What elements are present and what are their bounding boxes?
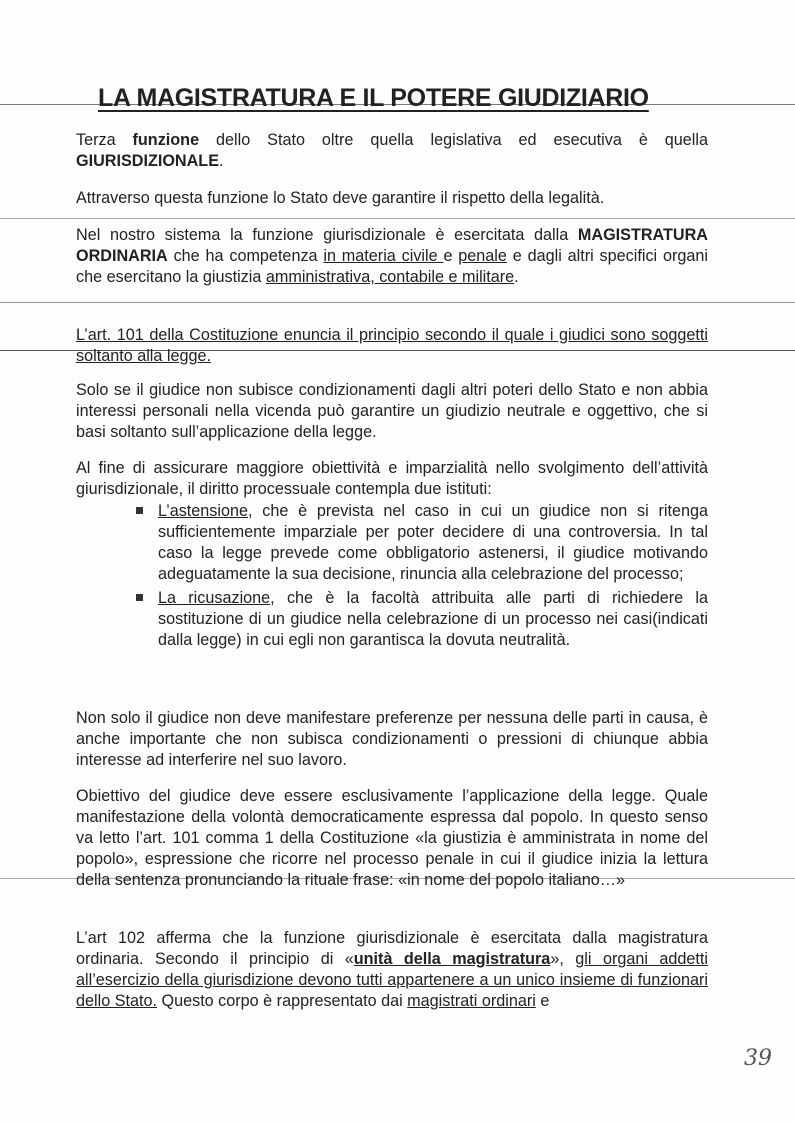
text-span: , che è la facoltà attribuita alle parti di richiedere la sostituzione di un giudice nella celebrazione di un processo nei casi(indicati dalla legge) in cui egli non garantisca la dovuta neutralità. [158,589,708,649]
square-bullet-icon [136,594,143,601]
text-span: . [514,268,519,286]
paragraph-5: Solo se il giudice non subisce condizionamenti dagli altri poteri dello Stato e non abbia interessi personali nella vicenda può garantire un giudizio neutrale e oggettivo, che si basi soltanto sull’applicazione della legge. [76,381,708,441]
text-span: Nel nostro sistema la funzione giurisdizionale è esercitata dalla [76,226,578,244]
paragraph-1 [76,130,708,172]
underlined-text: magistrati ordinari [407,992,536,1010]
page-number: 39 [744,1046,772,1071]
underlined-text: gli organi addetti all’esercizio della giurisdizione devono tutti appartenere a un unico insieme di funzionari dello Stato. [76,950,709,1010]
list-item [136,501,708,585]
bold-term: funzione [132,131,200,149]
paragraph-6: Al fine di assicurare maggiore obiettività e imparzialità nello svolgimento dell’attività giurisdizionale, il diritto processuale contempla due istituti: [76,459,708,498]
text-span: , che è prevista nel caso in cui un giudice non si ritenga sufficientemente imparziale per poter decidere di una controversia. In tal caso la legge prevede come obbligatorio astenersi, il giudice motivando adeguatamente la sua decisione, rinuncia alla celebrazione del processo; [158,502,708,583]
paragraph-7: Non solo il giudice non deve manifestare preferenze per nessuna delle parti in causa, è anche importante che non subisca condizionamenti o pressioni di chiunque abbia interesse ad interferire nel suo lavoro. [76,709,708,769]
text-span: », [550,950,576,968]
text-span: Terza [76,131,133,149]
square-bullet-icon [136,507,143,514]
underlined-text: L’astensione [158,502,249,520]
text-span: e [535,992,550,1010]
underlined-text: La ricusazione [158,589,271,607]
text-span: . [219,152,224,170]
paragraph-4: L’art. 101 della Costituzione enuncia il principio secondo il quale i giudici sono soggetti soltanto alla legge. [76,326,708,365]
underlined-text: penale [458,247,507,265]
scan-rule-line [0,218,795,219]
scan-rule-line [0,302,795,303]
text-span: Questo corpo è rappresentato dai [157,992,408,1010]
text-span: dello Stato oltre quella legislativa ed esecutiva è quella [199,131,708,149]
page-title: LA MAGISTRATURA E IL POTERE GIUDIZIARIO [98,84,649,112]
bold-term: GIURISDIZIONALE [76,152,219,170]
paragraph-2: Attraverso questa funzione lo Stato deve garantire il rispetto della legalità. [76,189,605,207]
paragraph-9 [76,928,708,1012]
bold-term: MAGISTRATURA ORDINARIA [76,226,708,265]
bullet-list [136,501,708,654]
paragraph-3 [76,225,708,288]
text-span: e [443,247,459,265]
bold-underlined-term: unità della magistratura [353,950,551,968]
list-item [136,588,708,651]
text-span: e dagli altri specifici organi che esercitano la giustizia [76,247,708,286]
underlined-text: amministrativa, contabile e militare [265,268,515,286]
text-span: che ha competenza [167,247,324,265]
paragraph-8: Obiettivo del giudice deve essere esclusivamente l’applicazione della legge. Quale manifestazione della volontà democraticamente espressa dal popolo. In questo senso va letto l’art. 101 comma 1 della Costituzione «la giustizia è amministrata in nome del popolo», espressione che ricorre nel processo penale in cui il giudice inizia la lettura della sentenza pronunciando la rituale frase: «in nome del popolo italiano…» [76,787,708,889]
text-span: L’art 102 afferma che la funzione giurisdizionale è esercitata dalla magistratura ordinaria. Secondo il principio di « [76,929,708,968]
underlined-text: in materia civile [323,247,444,265]
